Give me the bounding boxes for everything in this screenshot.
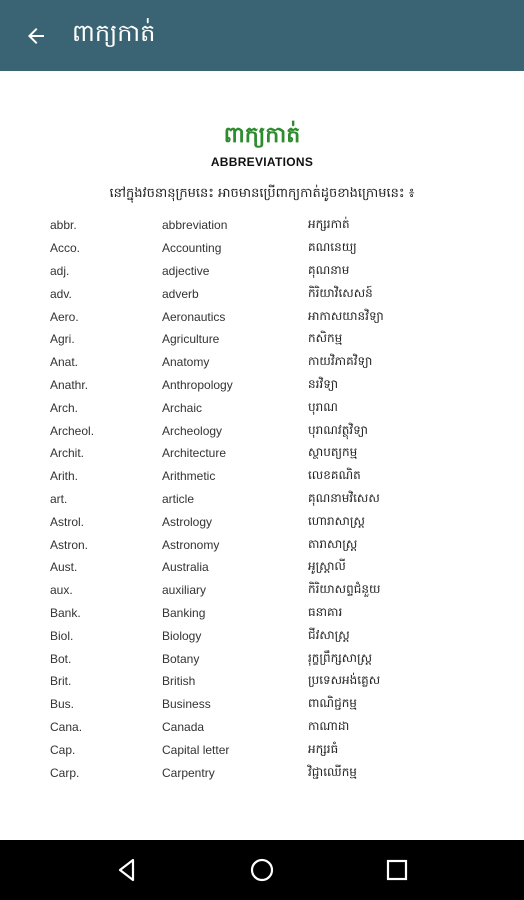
abbreviation-cell: abbr. bbox=[50, 218, 77, 233]
nav-home-button[interactable] bbox=[238, 846, 286, 894]
abbreviation-cell: Arith. bbox=[50, 469, 79, 484]
abbreviation-cell: Aust. bbox=[50, 560, 78, 575]
khmer-term-cell: កិរិយាវិសេសន៍ bbox=[308, 285, 373, 300]
abbreviation-cell: Carp. bbox=[50, 765, 80, 780]
triangle-back-icon bbox=[114, 857, 140, 883]
english-term-cell: Capital letter bbox=[162, 742, 230, 757]
english-term-cell: abbreviation bbox=[162, 218, 228, 233]
abbreviation-cell: Archeol. bbox=[50, 423, 95, 438]
english-term-cell: Anthropology bbox=[162, 377, 233, 392]
english-term-cell: Agriculture bbox=[162, 332, 220, 347]
table-row bbox=[50, 419, 470, 442]
table-row bbox=[50, 693, 470, 716]
khmer-term-cell: ប្រទេសអង់គ្លេស bbox=[308, 673, 381, 688]
intro-text: នៅក្នុងវចនានុក្រមនេះ អាចមានប្រើពាក្យកាត់ដូចខាងក្រោមនេះ ៖ bbox=[109, 186, 415, 201]
english-term-cell: article bbox=[162, 491, 195, 506]
table-row bbox=[50, 351, 470, 374]
abbreviation-cell: Astrol. bbox=[50, 514, 85, 529]
table-row bbox=[50, 624, 470, 647]
english-term-cell: Architecture bbox=[162, 446, 227, 461]
table-row bbox=[50, 374, 470, 397]
khmer-term-cell: វិជ្ជាឈើកម្ម bbox=[308, 764, 357, 779]
english-term-cell: Banking bbox=[162, 605, 206, 620]
english-term-cell: adjective bbox=[162, 263, 210, 278]
khmer-term-cell: តារាសាស្ត្រ bbox=[308, 536, 358, 551]
english-term-cell: Australia bbox=[162, 560, 209, 575]
abbreviation-cell: adv. bbox=[50, 286, 72, 301]
arrow-left-icon bbox=[24, 24, 48, 48]
table-row bbox=[50, 579, 470, 602]
circle-home-icon bbox=[249, 857, 275, 883]
english-term-cell: Astronomy bbox=[162, 537, 220, 552]
khmer-term-cell: អក្សរកាត់ bbox=[308, 217, 350, 232]
khmer-term-cell: នរវិទ្យា bbox=[308, 376, 339, 391]
square-recents-icon bbox=[384, 857, 410, 883]
table-row bbox=[50, 465, 470, 488]
english-term-cell: Botany bbox=[162, 651, 200, 666]
page-title: ពាក្យកាត់ bbox=[72, 19, 156, 47]
table-row bbox=[50, 556, 470, 579]
table-row bbox=[50, 602, 470, 625]
abbreviation-cell: Acco. bbox=[50, 241, 81, 256]
table-row bbox=[50, 738, 470, 761]
khmer-term-cell: បុរាណ bbox=[308, 399, 338, 414]
abbreviation-cell: Bus. bbox=[50, 697, 75, 712]
nav-recents-button[interactable] bbox=[373, 846, 421, 894]
khmer-term-cell: ពាណិជ្ជកម្ម bbox=[308, 696, 357, 711]
khmer-term-cell: កាណាដា bbox=[308, 718, 350, 733]
table-row bbox=[50, 716, 470, 739]
khmer-term-cell: ធនាគារ bbox=[308, 604, 343, 619]
section-subheading: ABBREVIATIONS bbox=[210, 155, 314, 169]
table-row bbox=[50, 305, 470, 328]
abbreviation-cell: art. bbox=[50, 491, 68, 506]
table-row bbox=[50, 670, 470, 693]
table-row bbox=[50, 237, 470, 260]
abbreviation-cell: Aero. bbox=[50, 309, 79, 324]
abbreviation-cell: aux. bbox=[50, 583, 73, 598]
english-term-cell: Accounting bbox=[162, 241, 222, 256]
khmer-term-cell: កាយវិភាគវិទ្យា bbox=[308, 354, 373, 369]
khmer-term-cell: ហោរាសាស្ត្រ bbox=[308, 513, 365, 528]
khmer-term-cell: រុក្ខព្រឹក្សសាស្ត្រ bbox=[308, 650, 373, 665]
khmer-term-cell: លេខគណិត bbox=[308, 468, 361, 483]
khmer-term-cell: គុណនាម bbox=[308, 262, 350, 277]
abbreviations-content[interactable] bbox=[0, 71, 524, 840]
table-row bbox=[50, 761, 470, 784]
khmer-term-cell: អាកាសយានវិទ្យា bbox=[308, 308, 384, 323]
abbreviations-table bbox=[50, 214, 470, 784]
english-term-cell: Biology bbox=[162, 628, 202, 643]
english-term-cell: Business bbox=[162, 697, 211, 712]
abbreviation-cell: Arch. bbox=[50, 400, 79, 415]
table-row bbox=[50, 510, 470, 533]
abbreviation-cell: adj. bbox=[50, 263, 70, 278]
table-row bbox=[50, 647, 470, 670]
app-bar bbox=[0, 0, 524, 71]
khmer-term-cell: កិរិយាសព្ទជំនួយ bbox=[308, 582, 381, 597]
table-row bbox=[50, 260, 470, 283]
table-row bbox=[50, 442, 470, 465]
khmer-term-cell: គណនេយ្យ bbox=[308, 240, 357, 255]
khmer-term-cell: អក្សរធំ bbox=[308, 741, 339, 756]
khmer-term-cell: កសិកម្ម bbox=[308, 331, 343, 346]
english-term-cell: Anatomy bbox=[162, 355, 210, 370]
english-term-cell: Aeronautics bbox=[162, 309, 226, 324]
table-row bbox=[50, 214, 470, 237]
system-nav-bar bbox=[0, 840, 524, 900]
table-row bbox=[50, 488, 470, 511]
section-heading: ពាក្យកាត់ bbox=[223, 123, 301, 148]
table-row bbox=[50, 533, 470, 556]
abbreviation-cell: Anat. bbox=[50, 355, 79, 370]
english-term-cell: Archeology bbox=[162, 423, 223, 438]
khmer-term-cell: បុរាណវត្ថុវិទ្យា bbox=[308, 422, 368, 437]
khmer-term-cell: ស្ថាបត្យកម្ម bbox=[308, 445, 358, 460]
abbreviation-cell: Archit. bbox=[50, 446, 85, 461]
abbreviation-cell: Bot. bbox=[50, 651, 72, 666]
table-row bbox=[50, 396, 470, 419]
english-term-cell: Astrology bbox=[162, 514, 213, 529]
english-term-cell: Canada bbox=[162, 719, 205, 734]
abbreviation-cell: Anathr. bbox=[50, 377, 89, 392]
khmer-term-cell: ជីវសាស្ត្រ bbox=[308, 627, 350, 642]
abbreviation-cell: Agri. bbox=[50, 332, 75, 347]
english-term-cell: adverb bbox=[162, 286, 199, 301]
abbreviation-cell: Biol. bbox=[50, 628, 74, 643]
table-row bbox=[50, 282, 470, 305]
nav-back-button[interactable] bbox=[103, 846, 151, 894]
khmer-term-cell: អូស្ត្រាលី bbox=[308, 559, 346, 574]
abbreviation-cell: Cap. bbox=[50, 742, 76, 757]
english-term-cell: Arithmetic bbox=[162, 469, 216, 484]
english-term-cell: auxiliary bbox=[162, 583, 207, 598]
abbreviation-cell: Brit. bbox=[50, 674, 72, 689]
table-row bbox=[50, 328, 470, 351]
abbreviation-cell: Bank. bbox=[50, 605, 81, 620]
english-term-cell: British bbox=[162, 674, 196, 689]
back-button[interactable] bbox=[0, 0, 72, 71]
english-term-cell: Archaic bbox=[162, 400, 203, 415]
abbreviation-cell: Astron. bbox=[50, 537, 89, 552]
abbreviation-cell: Cana. bbox=[50, 719, 83, 734]
khmer-term-cell: គុណនាមវិសេស bbox=[308, 490, 380, 505]
english-term-cell: Carpentry bbox=[162, 765, 215, 780]
